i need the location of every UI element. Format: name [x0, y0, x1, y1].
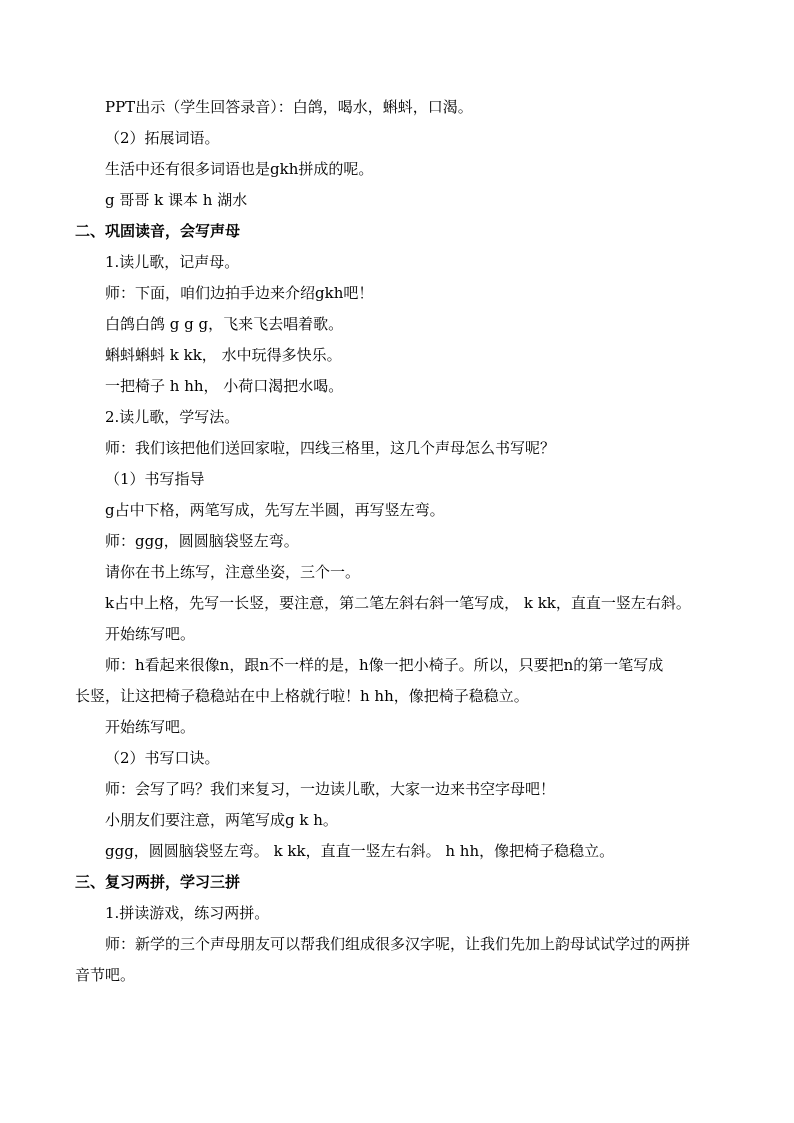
paragraph-line: 蝌蚪蝌蚪 k kk， 水中玩得多快乐。 [105, 346, 342, 364]
paragraph-line: 师：我们该把他们送回家啦，四线三格里，这几个声母怎么书写呢？ [105, 439, 556, 457]
paragraph-line: 开始练写吧。 [105, 718, 196, 736]
paragraph-line: 1.读儿歌，记声母。 [105, 253, 240, 271]
paragraph-line: ggg，圆圆脑袋竖左弯。 k kk，直直一竖左右斜。 h hh，像把椅子稳稳立。 [105, 842, 615, 860]
paragraph-line: g占中下格，两笔写成，先写左半圆，再写竖左弯。 [105, 501, 445, 519]
paragraph-line: （1）书写指导 [105, 470, 205, 488]
paragraph-line: PPT出示（学生回答录音）：白鸽，喝水，蝌蚪，口渴。 [105, 98, 473, 116]
paragraph-line: 长竖，让这把椅子稳稳站在中上格就行啦！h hh，像把椅子稳稳立。 [75, 687, 529, 705]
paragraph-line: 一把椅子 h hh， 小荷口渴把水喝。 [105, 377, 344, 395]
paragraph-line: 开始练写吧。 [105, 625, 196, 643]
paragraph-line: （2）拓展词语。 [105, 129, 220, 147]
paragraph-line: 2.读儿歌，学写法。 [105, 408, 240, 426]
paragraph-line: g 哥哥 k 课本 h 湖水 [105, 191, 248, 209]
document-page [75, 92, 755, 991]
paragraph-line: 音节吧。 [75, 966, 136, 984]
paragraph-line: 师：h看起来很像n，跟n不一样的是，h像一把小椅子。所以，只要把n的第一笔写成 [105, 656, 664, 674]
paragraph-line: 1.拼读游戏，练习两拼。 [105, 904, 270, 922]
paragraph-line: 师：新学的三个声母朋友可以帮我们组成很多汉字呢，让我们先加上韵母试试学过的两拼 [105, 935, 691, 953]
paragraph-line: 白鸽白鸽 g g g，飞来飞去唱着歌。 [105, 315, 344, 333]
section-heading: 二、巩固读音，会写声母 [75, 222, 241, 240]
paragraph-line: 师：会写了吗？我们来复习，一边读儿歌，大家一边来书空字母吧！ [105, 780, 556, 798]
paragraph-line: 师：ggg，圆圆脑袋竖左弯。 [105, 532, 299, 550]
section-heading: 三、复习两拼，学习三拼 [75, 873, 241, 891]
paragraph-line: k占中上格，先写一长竖，要注意，第二笔左斜右斜一笔写成， k kk，直直一竖左右斜。 [105, 594, 691, 612]
paragraph-line: 生活中还有很多词语也是gkh拼成的呢。 [105, 160, 374, 178]
paragraph-line: 师：下面，咱们边拍手边来介绍gkh吧！ [105, 284, 374, 302]
paragraph-line: 请你在书上练写，注意坐姿，三个一。 [105, 563, 361, 581]
paragraph-line: （2）书写口诀。 [105, 749, 220, 767]
paragraph-line: 小朋友们要注意，两笔写成g k h。 [105, 811, 338, 829]
